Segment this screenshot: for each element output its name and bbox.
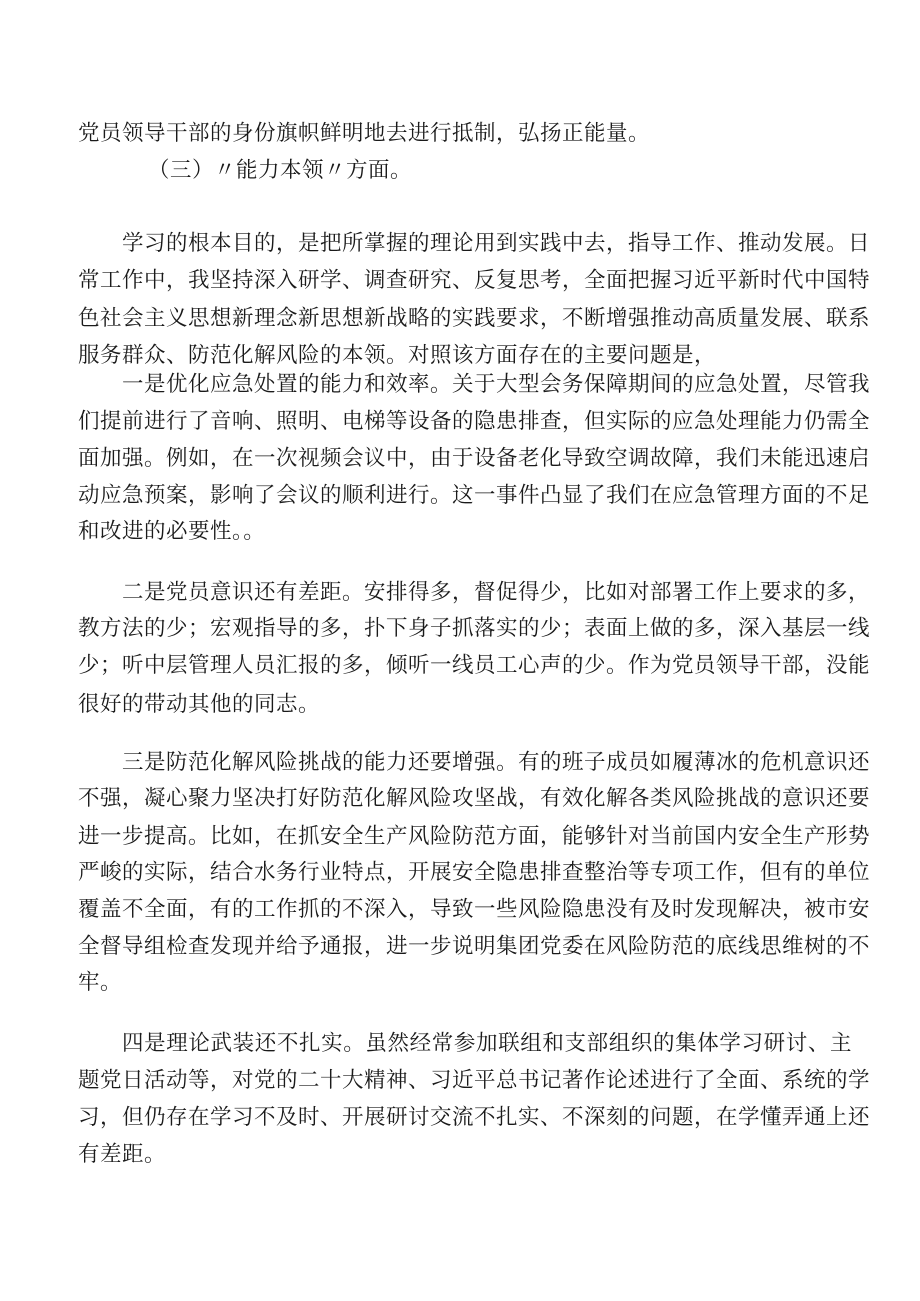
- text-line: 有差距。: [78, 1142, 167, 1167]
- text-line: 教方法的少；宏观指导的多，扑下身子抓落实的少；表面上做的多，深入基层一线: [78, 616, 871, 641]
- text-line: 党员领导干部的身份旗帜鲜明地去进行抵制，弘扬正能量。: [78, 121, 651, 146]
- text-line: 三是防范化解风险挑战的能力还要增强。有的班子成员如履薄冰的危机意识还: [122, 750, 871, 775]
- text-line: 覆盖不全面，有的工作抓的不深入，导致一些风险隐患没有及时发现解决，被市安: [78, 897, 871, 922]
- text-line: 全督导组检查发现并给予通报，进一步说明集团党委在风险防范的底线思维树的不: [78, 934, 871, 959]
- text-line: 进一步提高。比如，在抓安全生产风险防范方面，能够针对当前国内安全生产形势: [78, 824, 871, 849]
- text-line: 题党日活动等，对党的二十大精神、习近平总书记著作论述进行了全面、系统的学: [78, 1068, 871, 1093]
- text-line: 四是理论武装还不扎实。虽然经常参加联组和支部组织的集体学习研讨、主: [122, 1031, 852, 1056]
- text-line: 面加强。例如，在一次视频会议中，由于设备老化导致空调故障，我们未能迅速启: [78, 446, 871, 471]
- text-line: 色社会主义思想新理念新思想新战略的实践要求，不断增强推动高质量发展、联系: [78, 306, 871, 331]
- section-heading: （三）〃能力本领〃方面。: [148, 158, 413, 183]
- text-line: 习，但仍存在学习不及时、开展研讨交流不扎实、不深刻的问题，在学懂弄通上还: [78, 1105, 871, 1130]
- text-line: 动应急预案，影响了会议的顺利进行。这一事件凸显了我们在应急管理方面的不足: [78, 483, 871, 508]
- text-line: 一是优化应急处置的能力和效率。关于大型会务保障期间的应急处置，尽管我: [122, 372, 871, 397]
- text-line: 牢。: [78, 970, 123, 995]
- text-line: 常工作中，我坚持深入研学、调查研究、反复思考，全面把握习近平新时代中国特: [78, 268, 871, 293]
- text-line: 服务群众、防范化解风险的本领。对照该方面存在的主要问题是，: [78, 343, 717, 368]
- text-line: 少；听中层管理人员汇报的多，倾听一线员工心声的少。作为党员领导干部，没能: [78, 653, 871, 678]
- text-line: 很好的带动其他的同志。: [78, 692, 321, 717]
- text-line: 学习的根本目的，是把所掌握的理论用到实践中去，指导工作、推动发展。日: [122, 231, 871, 256]
- text-line: 们提前进行了音响、照明、电梯等设备的隐患排查，但实际的应急处理能力仍需全: [78, 409, 871, 434]
- text-line: 严峻的实际，结合水务行业特点，开展安全隐患排查整治等专项工作，但有的单位: [78, 860, 871, 885]
- text-line: 二是党员意识还有差距。安排得多，督促得少，比如对部署工作上要求的多，: [122, 580, 871, 605]
- text-line: 和改进的必要性。。: [78, 519, 266, 544]
- text-line: 不强，凝心聚力坚决打好防范化解风险攻坚战，有效化解各类风险挑战的意识还要: [78, 786, 871, 811]
